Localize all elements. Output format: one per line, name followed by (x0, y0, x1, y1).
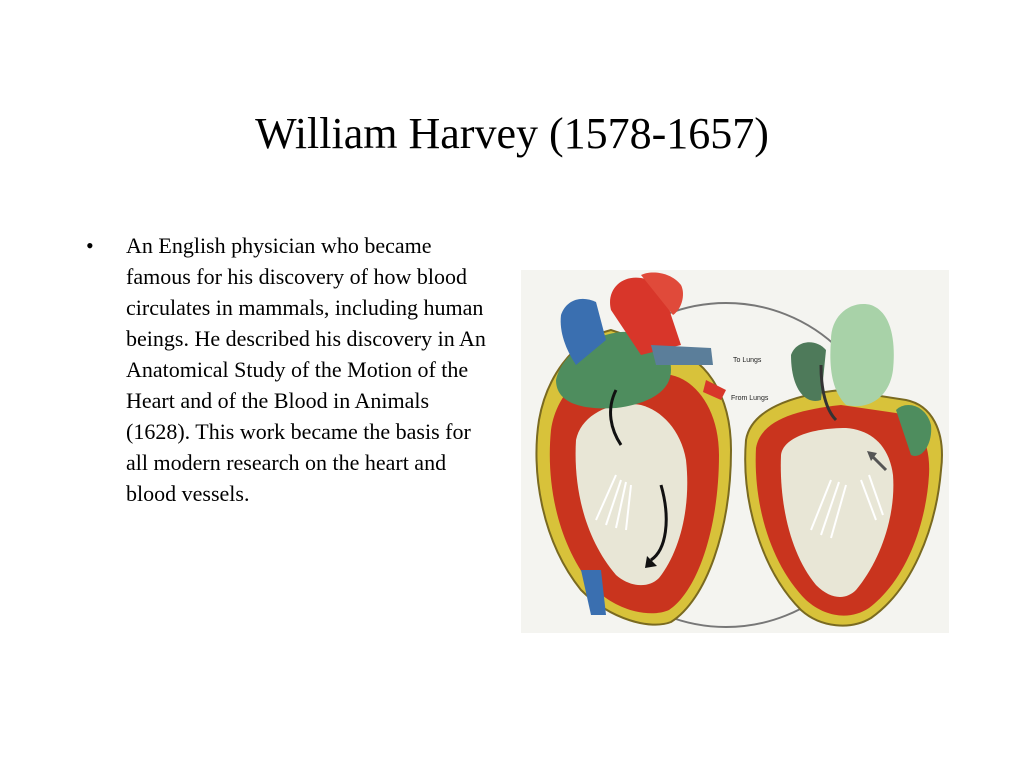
left-heart-half (536, 272, 731, 624)
bullet-list (86, 230, 506, 509)
bullet-text: An English physician who became famous for his discovery of how blood circulates in mammals, including human beings. He described his discovery in An Anatomical Study of the Motion of the Heart and of the Blood in Animals (1628). This work became the basis for all modern research on the heart and blood vessels. (126, 233, 486, 506)
pulmonary-vessel (651, 345, 713, 365)
right-heart-half (745, 304, 942, 626)
heart-cross-section-drawing (521, 270, 949, 633)
slide-title: William Harvey (1578-1657) (255, 109, 769, 158)
bullet-item (86, 230, 506, 509)
to-lungs-label: To Lungs (733, 357, 762, 364)
from-lungs-label: From Lungs (731, 395, 769, 402)
bullet-marker: • (86, 233, 94, 258)
heart-illustration (521, 270, 949, 633)
